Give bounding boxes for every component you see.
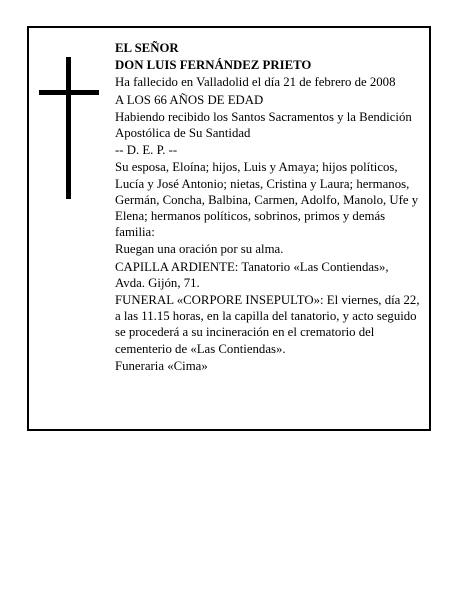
cross-icon	[39, 57, 99, 199]
funeral-home: Funeraria «Cima»	[115, 358, 208, 373]
obituary-text	[115, 40, 421, 375]
sacraments-text: Habiendo recibido los Santos Sacramentos y la Bendición Apostólica de Su Santidad	[115, 109, 412, 141]
obituary-notice	[27, 26, 431, 431]
title-line-2: DON LUIS FERNÁNDEZ PRIETO	[115, 58, 312, 73]
dep-line: -- D. E. P. --	[115, 143, 178, 158]
cross-vertical-bar	[66, 57, 71, 199]
chapel-info: CAPILLA ARDIENTE: Tanatorio «Las Contiendas», Avda. Gijón, 71.	[115, 259, 389, 290]
title-line-1: EL SEÑOR	[115, 41, 179, 55]
age-line: A LOS 66 AÑOS DE EDAD	[115, 92, 264, 107]
death-info: Ha fallecido en Valladolid el día 21 de febrero de 2008	[115, 75, 396, 90]
funeral-info: FUNERAL «CORPORE INSEPULTO»: El viernes, día 22, a las 11.15 horas, en la capilla del tanatorio, y acto seguido se procederá a su incineración en el crematorio del cementerio de «Las Contiendas».	[115, 293, 420, 356]
family-text: Su esposa, Eloína; hijos, Luis y Amaya; hijos políticos, Lucía y José Antonio; nietas, Cristina y Laura; hermanos, Germán, Concha, Balbina, Carmen, Adolfo, Manolo, Ufe y Elena; hermanos políticos, sobrinos, primos y demás familia:	[115, 160, 419, 240]
cross-horizontal-bar	[39, 90, 99, 95]
prayer-line: Ruegan una oración por su alma.	[115, 242, 284, 257]
